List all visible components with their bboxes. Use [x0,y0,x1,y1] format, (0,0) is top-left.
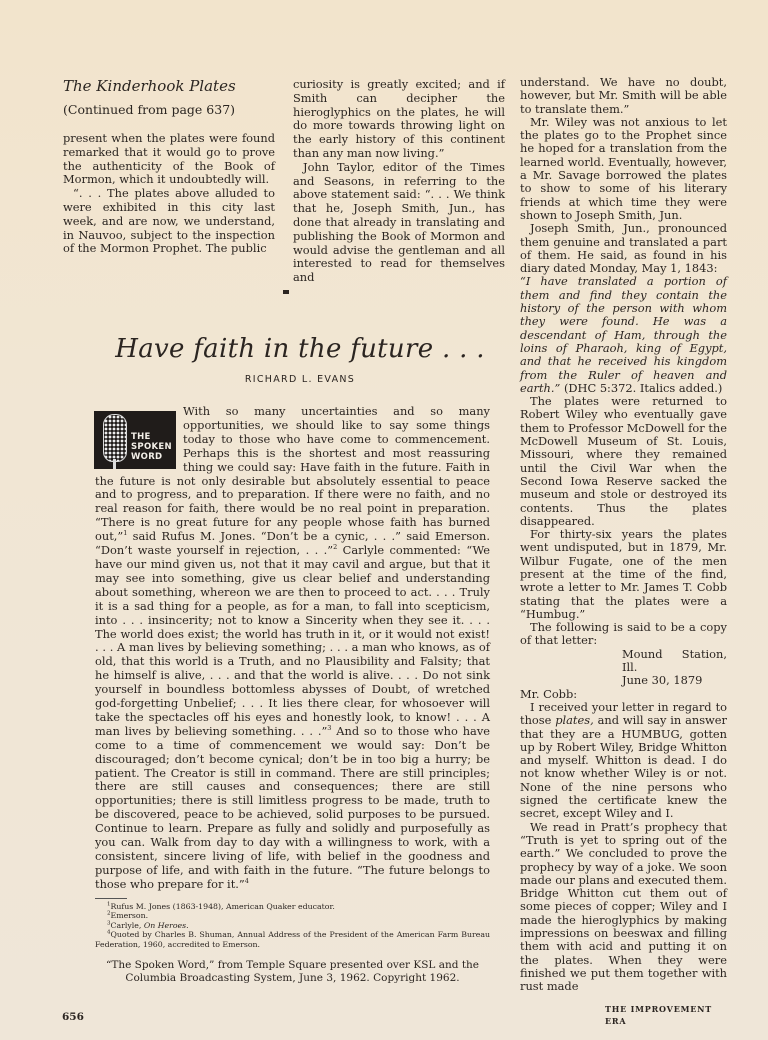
footnote-italic: On Heroes. [143,920,189,930]
footnote-text: Carlyle, [110,920,144,930]
logo-line: WORD [131,452,163,462]
footnote-ref[interactable]: 1 [123,529,128,538]
body-text: And so to those who have come to a time of commencement we would say: Don’t be discouraged; don’t become cynical; don’t be in too big a hurry; be patient. The Creator is still in command. There are still principles; there are still causes and consequences; there are still opportunities; there is still limitless progress to be made, truth to be discovered, peace to be achieved, solid purposes to be pursued. Continue to learn. Prepare as fully and solidly and purposefully as you can. Walk from day to day with a willingness to work, with a consistent, sincere living of life, with belief in the goodness and purpose of life, and with faith in the future. “The future belongs to those who prepare for it.” [95,723,490,891]
letter-salutation: Mr. Cobb: [520,686,578,701]
paragraph [520,701,727,821]
footnote-ref[interactable]: 2 [333,543,338,552]
logo-spacer [95,405,183,471]
page-number: 656 [62,1011,84,1023]
section-ornament [283,290,289,294]
text-run: I received your letter in regard to those [520,699,727,728]
text-run-italic: plates, [555,713,594,728]
paragraph: John Taylor, editor of the Times and Seasons, in referring to the above statement said: “. . . We think that he, Joseph Smith, Jun., has done that already in translating and publishing the Book of Mormon and would advise the gentleman and all interested to read for themselves and [293,159,505,285]
continued-article-title: The Kinderhook Plates [63,77,236,95]
column-2 [293,78,505,285]
paragraph: Joseph Smith, Jun., pronounced them genuine and translated a part of them. He said, as found in his diary dated Monday, May 1, 1843: [520,221,727,276]
paragraph: For thirty-six years the plates went undisputed, but in 1879, Mr. Wilbur Fugate, one of the men present at the time of the find, wrote a letter to Mr. James T. Cobb stating that the plates were a “Humbug.” [520,527,727,621]
paragraph: present when the plates were found remarked that it would go to prove the authenticity of the Book of Mormon, which it undoubtedly will. [63,131,275,187]
logo-line: SPOKEN [131,442,172,452]
footnote-text: Quoted by Charles B. Shuman, Annual Address of the President of the American Farm Bureau Federation, 1960, accredited to Emerson. [95,930,490,949]
article-byline: RICHARD L. EVANS [244,374,356,385]
paragraph: understand. We have no doubt, however, but Mr. Smith will be able to translate them.” [520,75,727,116]
footnote [95,921,490,931]
footnote-ref[interactable]: 3 [327,724,332,733]
letter-date: June 30, 1879 [622,673,703,688]
right-column-flow [520,76,727,1027]
logo-line: THE [131,432,151,442]
body-text: With so many uncertainties and so many opportunities, we should like to say some things today to those who have come to commencement. Perhaps this is the shortest and most reassuring thing we could say: Have faith in the future. Faith in the future is not only desirable but absolutely essential to peace and to progress, and to preparation. If there were no faith, and no real reason for faith, there would be no real point in preparation. “There is no great future for any people whose faith has burned out,” [95,404,490,544]
article-headline: Have faith in the future . . . [115,334,485,364]
footnote-number: 2 [107,910,111,917]
paragraph: Mr. Wiley was not anxious to let the plates go to the Prophet since he hoped for a translation from the learned world. Eventually, however, a Mr. Savage borrowed the plates to show to some of his literary friends at which time they were shown to Joseph Smith, Jun. [520,114,727,222]
paragraph: We read in Pratt’s prophecy that “Truth is yet to spring out of the earth.” We concluded to prove the prophecy by way of a joke. We soon made our plans and executed them. Bridge Whitton cut them out of some pieces of copper; Wiley and I made the hieroglyphics by making impressions on beeswax and filling them with acid and putting it on the plates. When they were finished we put them together with rust made [520,819,728,994]
continued-from-note: (Continued from page 637) [63,102,236,117]
footnote [95,911,490,921]
footnote-number: 3 [107,920,111,927]
citation: (DHC 5:372. Italics added.) [563,380,723,395]
footnote-rule [95,898,127,899]
footnote-text: Emerson. [110,911,149,921]
body-text: Carlyle commented: “We have our mind given us, not that it may cavil and argue, but that it may see into something, give us clear belief and understanding about something, whereon we are then to proceed to act. . . . Truly it is a sad thing for a people, as for a man, to fall into scepticism, into . . . insincerity; not to know a Sincerity when they see it. . . . The world does exist; the world has truth in it, or it would not exist! . . . A man lives by believing something; . . . a man who knows, as of old, that this world is a Truth, and no Plausibility and Falsity; that he himself is alive, . . . and that the world is alive. . . . Do not sink yourself in boundless bottomless abysses of Doubt, of wretched god-forgetting Unbelief; . . . It lies there clear, for whosoever will take the spectacles off his eyes and honestly look, to know! . . . A man lives by believing something. . . .” [95,543,490,738]
footnote [95,902,490,912]
left-column-flow [63,76,275,256]
footnote-number: 1 [107,901,111,908]
letter-place: Mound Station, Ill. [622,646,727,675]
body-text: said Rufus M. Jones. “Don’t be a cynic, . . .” said Emerson. “Don’t waste yourself in rejection, . . .” [95,529,490,558]
paragraph: The following is said to be a copy of that letter: [520,620,727,648]
paragraph: The plates were returned to Robert Wiley who eventually gave them to Professor McDowell for the McDowell Museum of St. Louis, Missouri, where they remained until the Civil War when the Second Iowa Reserve sacked the museum and stole or destroyed its contents. Thus the plates disappeared. [520,394,727,528]
footnote-text: Rufus M. Jones (1863-1948), American Quaker educator. [110,901,335,911]
column-3 [520,76,727,993]
paragraph: curiosity is greatly excited; and if Smith can decipher the hieroglyphics on the plates, he will do more towards throwing light on the early history of this continent than any man now living.” [293,77,505,160]
broadcast-credit: “The Spoken Word,” from Temple Square presented over KSL and the Columbia Broadcasting System, June 3, 1962. Copyright 1962. [105,959,480,984]
diary-quote-italic: “I have translated a portion of them and find they contain the history of the person with whom they were found. He was a descendant of Ham, through the loins of Pharaoh, king of Egypt, and that he received his kingdom from the Ruler of heaven and earth.” [520,274,727,395]
article-flow [95,405,490,984]
article-body [95,405,490,892]
footnote [95,930,490,949]
footnote-number: 4 [107,929,111,936]
footnotes [95,902,490,950]
magazine-name: THE IMPROVEMENT ERA [605,1004,713,1027]
footnote-ref[interactable]: 4 [244,877,249,886]
text-run: and will say in answer that they are a HUMBUG, gotten up by Robert Wiley, Bridge Whitton and myself. Whitton is dead. I do not know whether Wiley is or not. None of the nine persons who signed the certificate knew the secret, except Wiley and I. [520,713,727,821]
column-1 [63,132,275,256]
paragraph: “. . . The plates above alluded to were exhibited in this city last week, and are now, we understand, in Nauvoo, subject to the inspection of the Mormon Prophet. The public [63,186,275,256]
